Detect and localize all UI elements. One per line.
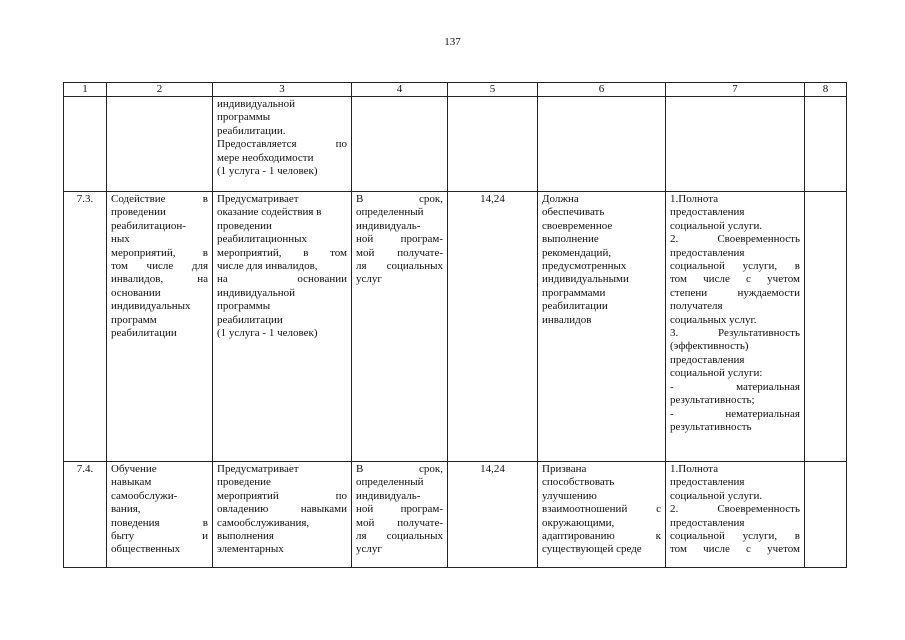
column-number: 6	[538, 83, 666, 97]
tariff-cell: 14,24	[448, 192, 538, 462]
text-line: социальной услуги, в	[670, 530, 800, 543]
text-line: программы	[217, 111, 271, 124]
text-line: ной програм-	[356, 503, 443, 516]
column-number-row	[64, 83, 847, 97]
column-number: 8	[805, 83, 847, 97]
text-line: проведение	[217, 476, 271, 489]
text-line: мой получате-	[356, 516, 443, 529]
notes-cell	[805, 97, 847, 192]
text-line: В срок,	[356, 193, 443, 205]
text-line: адаптированию к	[542, 530, 661, 543]
text-line: мероприятий по	[217, 489, 347, 502]
text-line: социальной услуги, в	[670, 260, 800, 273]
text-line: том числе с учетом	[670, 273, 800, 286]
column-number: 4	[352, 83, 448, 97]
text-line: мой получате-	[356, 246, 443, 259]
text-line: существующей среде	[542, 543, 642, 556]
text-line: индивидуаль-	[356, 219, 421, 232]
item-number-cell	[64, 97, 107, 192]
text-line: степени нуждаемости	[670, 286, 800, 299]
text-line: социальной услуги.	[670, 489, 763, 502]
text-line: - нематериальная	[670, 407, 800, 420]
text-line: окружающими,	[542, 516, 615, 529]
quality-indicators-cell	[538, 192, 666, 462]
text-line: рекомендаций,	[542, 246, 612, 259]
text-line: взаимоотношений с	[542, 503, 661, 516]
text-line: услуг	[356, 273, 382, 286]
text-line: предусмотренных	[542, 260, 627, 273]
text-line: ля социальных	[356, 530, 443, 543]
text-line: реабилитационных	[217, 233, 308, 246]
text-line: результативность	[670, 420, 752, 433]
text-line: мероприятий, в том	[217, 246, 347, 259]
text-line: 1.Полнота	[670, 463, 719, 475]
text-line: предоставления	[670, 206, 745, 219]
item-number-cell: 7.4.	[64, 462, 107, 568]
column-number: 5	[448, 83, 538, 97]
text-line: поведения в	[111, 516, 208, 529]
text-line: Содействие в	[111, 193, 208, 205]
text-line: вания,	[111, 503, 141, 516]
text-line: реабилитации	[542, 300, 608, 313]
text-line: на основании	[217, 273, 347, 286]
text-line: числе для инвалидов,	[217, 260, 318, 273]
text-line: В срок,	[356, 463, 443, 475]
column-number: 7	[666, 83, 805, 97]
text-line: (1 услуга - 1 человек)	[217, 165, 318, 178]
text-line: овладению навыками	[217, 503, 347, 516]
text-line: получателя	[670, 300, 723, 313]
text-line: мероприятий, в	[111, 246, 208, 259]
table-row	[64, 462, 847, 568]
text-line: инвалидов	[542, 313, 592, 326]
text-line: быту и	[111, 530, 208, 543]
service-description-cell	[213, 462, 352, 568]
service-description-cell	[213, 97, 352, 192]
text-line: основании	[111, 286, 161, 299]
text-line: индивидуальной	[217, 98, 296, 110]
text-line: том числе для	[111, 260, 208, 273]
text-line: индивидуальными	[542, 273, 629, 286]
quality-indicators-cell	[538, 462, 666, 568]
text-line: социальных услуг.	[670, 313, 757, 326]
text-line: предоставления	[670, 353, 745, 366]
service-name-cell	[107, 192, 213, 462]
text-line: Предусматривает	[217, 463, 299, 475]
text-line: реабилитации.	[217, 124, 286, 137]
text-line: проведении	[217, 219, 272, 232]
text-line: выполнение	[542, 233, 599, 246]
text-line: определенный	[356, 206, 424, 219]
text-line: навыкам	[111, 476, 152, 489]
text-line: инвалидов, на	[111, 273, 208, 286]
text-line: социальной услуги:	[670, 367, 763, 380]
service-name-cell	[107, 97, 213, 192]
text-line: своевременное	[542, 219, 613, 232]
text-line: самообслужи-	[111, 489, 178, 502]
text-line: программами	[542, 286, 606, 299]
text-line: индивидуальной	[217, 286, 296, 299]
text-line: том числе с учетом	[670, 543, 800, 556]
text-line: оказание содействия в	[217, 206, 322, 219]
text-line: определенный	[356, 476, 424, 489]
text-line: предоставления	[670, 476, 745, 489]
evaluation-criteria-cell	[666, 192, 805, 462]
text-line: общественных	[111, 543, 181, 556]
column-number: 1	[64, 83, 107, 97]
text-line: 2. Своевременность	[670, 233, 800, 246]
column-number: 2	[107, 83, 213, 97]
text-line: мере необходимости	[217, 151, 314, 164]
text-line: предоставления	[670, 246, 745, 259]
text-line: индивидуальных	[111, 300, 191, 313]
text-line: реабилитации	[217, 313, 283, 326]
text-line: Предоставляется по	[217, 138, 347, 151]
item-number-cell: 7.3.	[64, 192, 107, 462]
text-line: индивидуаль-	[356, 489, 421, 502]
service-term-cell	[352, 97, 448, 192]
evaluation-criteria-cell	[666, 97, 805, 192]
notes-cell	[805, 192, 847, 462]
page-number: 137	[444, 36, 461, 48]
text-line: ля социальных	[356, 260, 443, 273]
text-line: ной програм-	[356, 233, 443, 246]
text-line: улучшению	[542, 489, 597, 502]
text-line: - материальная	[670, 380, 800, 393]
evaluation-criteria-cell	[666, 462, 805, 568]
service-term-cell	[352, 192, 448, 462]
text-line: Призвана	[542, 463, 587, 475]
text-line: Предусматривает	[217, 193, 299, 205]
notes-cell	[805, 462, 847, 568]
text-line: результативность;	[670, 394, 755, 407]
text-line: 3. Результативность	[670, 327, 800, 340]
text-line: 2. Своевременность	[670, 503, 800, 516]
quality-indicators-cell	[538, 97, 666, 192]
text-line: услуг	[356, 543, 382, 556]
table-row	[64, 192, 847, 462]
tariff-cell: 14,24	[448, 462, 538, 568]
column-number: 3	[213, 83, 352, 97]
services-table	[63, 82, 847, 568]
text-line: обеспечивать	[542, 206, 605, 219]
text-line: программ	[111, 313, 157, 326]
text-line: Должна	[542, 193, 579, 205]
text-line: 1.Полнота	[670, 193, 719, 205]
text-line: элементарных	[217, 543, 284, 556]
text-line: социальной услуги.	[670, 219, 763, 232]
text-line: способствовать	[542, 476, 615, 489]
text-line: (эффективность)	[670, 340, 749, 353]
text-line: предоставления	[670, 516, 745, 529]
service-description-cell	[213, 192, 352, 462]
text-line: проведении	[111, 206, 166, 219]
text-line: программы	[217, 300, 271, 313]
service-term-cell	[352, 462, 448, 568]
text-line: Обучение	[111, 463, 157, 475]
tariff-cell	[448, 97, 538, 192]
text-line: ных	[111, 233, 130, 246]
text-line: (1 услуга - 1 человек)	[217, 327, 318, 340]
text-line: выполнения	[217, 530, 274, 543]
service-name-cell	[107, 462, 213, 568]
text-line: реабилитации	[111, 327, 177, 340]
text-line: реабилитацион-	[111, 219, 186, 232]
text-line: самообслуживания,	[217, 516, 310, 529]
table-row	[64, 97, 847, 192]
